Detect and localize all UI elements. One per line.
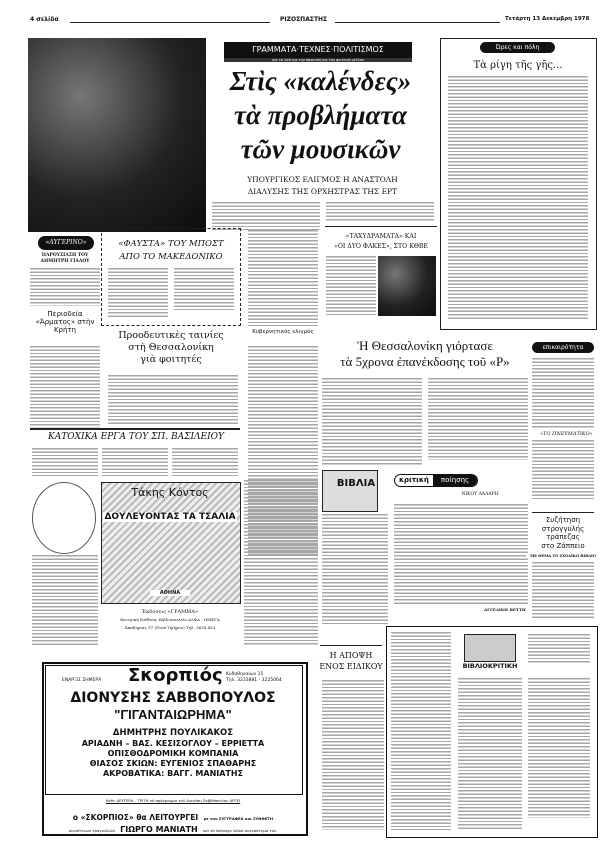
thessaloniki-headline: τὰ 5χρονα ἐπανέκδοσης τοῦ «Ρ» [340, 354, 510, 369]
page-number: 4 σελίδα [30, 16, 59, 23]
expert-body [322, 680, 384, 830]
open-book-icon [464, 634, 516, 662]
thessaloniki-body [428, 378, 528, 460]
zappeio-title: τράπεζας [546, 533, 580, 541]
column-body [448, 76, 588, 321]
section-tagline: για τα λαό·για την προκοπή·για ένα φωτεινό μέλλον [224, 58, 412, 62]
ad-venue-address: Κυδαθηναίων 15 [226, 672, 264, 677]
musicians-photo [28, 38, 206, 232]
bookreview-label: ΒΙΒΛΙΟΚΡΙΤΙΚΗ [462, 662, 518, 670]
divider [30, 428, 240, 430]
lead-body [212, 202, 320, 230]
poetry-body [394, 504, 528, 604]
ad-distribution: Κεντρική διάθεση: Βιβλιοπωλεῖο ΑΛΦΑ - ΩΜΕΓΑ [120, 617, 220, 622]
expert-title: Η ΑΠΟΨΗ [329, 651, 373, 660]
films-title: Προοδευτικὲς ταινίες [118, 330, 224, 341]
poetry-tag-right: ποίησης [433, 475, 477, 486]
ad-address: Ἀκαδημίας 57 (Στοά Ὁμήρου) Τηλ. 3638.433 [124, 625, 216, 630]
ad-footer: ο «ΣΚΟΡΠΙΟΣ» θα ΛΕΙΤΟΥΡΓΕΙ [72, 813, 199, 822]
tour-body [30, 346, 100, 428]
films-body [108, 375, 238, 425]
lead-headline-line: τῶν μουσικῶν [240, 134, 401, 164]
issue-date: Τετάρτη 13 Δεκέμβρη 1978 [505, 16, 590, 22]
bookreview-body [458, 678, 522, 830]
expert-title: ΕΝΟΣ ΕΙΔΙΚΟΥ [319, 662, 383, 671]
divider [335, 22, 500, 23]
epikairotita-item-title: «ΤΟ ΠΝΕΥΜΑΤΙΚΟ» [540, 431, 593, 437]
actress-photo [378, 256, 436, 316]
ad-opening: ΕΝΑΡΞΙΣ ΣΗΜΕΡΑ [62, 678, 102, 683]
middle-subtitle: Κυβερνητικός ελιγμός [252, 329, 314, 335]
ad-performer: ΟΠΙΣΘΟΔΡΟΜΙΚΗ ΚΟΜΠΑΝΙΑ [107, 749, 239, 758]
ad-venue-phone: Τηλ. 3233881 - 3225064 [226, 678, 282, 683]
ad-footer-note: Κάθε ΔΕΥΤΕΡΑ – ΤΡΙΤΗ τὸ πρόγραμμα τοῦ Διονύση Σαββόπουλου ΑΡΓΕΙ [105, 798, 241, 803]
books-label: ΒΙΒΛΙΑ [336, 478, 376, 489]
divider [325, 226, 437, 227]
thessaloniki-body [322, 378, 422, 466]
fausta-body [108, 268, 168, 318]
ad-headliner: ΔΙΟΝΥΣΗΣ ΣΑΒΒΟΠΟΥΛΟΣ [70, 690, 276, 706]
kthve-title: «ΟΙ ΔΥΟ ΦΑΚΕΣ», ΣΤΟ ΚΘΒΕ [334, 243, 428, 250]
bookreview-body [528, 678, 590, 818]
ad-footer: καὶ τὸ ὑπέροχο λαϊκό συγκρότημά του. [202, 828, 278, 833]
poetry-tag [394, 474, 478, 487]
lead-headline-line: Στὶς «καλένδες» [229, 66, 412, 96]
katochika-body [172, 448, 238, 476]
books-list [322, 514, 388, 624]
kthve-body [326, 256, 376, 316]
zappeio-title: στο Ζάππειο [541, 541, 585, 550]
katochika-body [102, 448, 168, 476]
katochika-title: ΚΑΤΟΧΙΚΑ ΕΡΓΑ ΤΟΥ ΣΠ. ΒΑΣΙΛΕΙΟΥ [48, 432, 224, 442]
ad-book-title: ΔΟΥΛΕΥΟΝΤΑΣ ΤΑ ΤΣΑΛΙΑ [104, 512, 236, 522]
ad-performer: ΑΚΡΟΒΑΤΙΚΑ: ΒΑΓΓ. ΜΑΝΙΑΤΗΣ [102, 769, 244, 778]
ad-performer: ΑΡΙΑΔΝΗ – ΒΑΣ. ΚΕΣΙΣΟΓΛΟΥ – ΕΡΡΙΕΤΤΑ [81, 739, 265, 748]
ad-show-title: "ΓΙΓΑΝΤΑΙΩΡΗΜΑ" [114, 707, 232, 722]
epikairotita-body [532, 358, 594, 428]
katochika-body [32, 448, 98, 476]
films-title: γιὰ φοιτητές [140, 354, 202, 365]
zappeio-body [532, 562, 594, 620]
book-ad-image [101, 482, 241, 604]
ad-performer: ΔΗΜΗΤΡΗΣ ΠΟΥΛΙΚΑΚΟΣ [112, 728, 234, 738]
poetry-tag-left: κριτική [399, 476, 429, 484]
ad-author: Τάκης Κόντος [131, 486, 209, 499]
zappeio-title: Συζήτηση [545, 516, 581, 524]
films-title: στὴ Θεσσαλονίκη [128, 342, 214, 353]
augerino-body [30, 268, 100, 306]
epikairotita-pill: επικαιρότητα [532, 342, 594, 353]
divider [70, 22, 270, 23]
column-title: Τὰ ρίγη τῆς γῆς... [473, 60, 563, 71]
ad-performer: ΘΙΑΣΟΣ ΣΚΙΩΝ: ΕΥΓΕΝΙΟΣ ΣΠΑΘΑΡΗΣ [89, 759, 257, 768]
zappeio-title: στρογγυλής [541, 524, 585, 533]
augerino-badge: «ΑΥΓΕΡΙΝΟ» [38, 236, 94, 250]
left-body [32, 555, 98, 645]
kthve-title: «ΤΑΧΥΔΡΑΜΑΤΑ» ΚΑΙ [345, 233, 417, 240]
fausta-body [174, 268, 234, 312]
bookreview-body [391, 632, 451, 830]
lead-body [326, 202, 434, 222]
middle-body [248, 230, 318, 326]
epikairotita-body [532, 440, 594, 500]
ad-publisher: Ἐκδόσεις «ΓΡΑΜΜΑ» [141, 609, 199, 615]
ad-venue: Σκορπιός [128, 665, 223, 686]
augerino-caption: ΠΑΡΟΥΣΙΑΣΗ ΤΟΥ ΔΗΜΗΤΡΗ ΓΙΑΛΟΥ [40, 253, 90, 264]
poetry-author: ΝΙΚΟΥ ΛΑΛΑΡΗ [461, 492, 499, 497]
books-graphic [322, 470, 378, 512]
newspaper-name: ΡΙΖΟΣΠΑΣΤΗΣ [280, 16, 328, 23]
column-pill: Ώρες και πόλη [480, 42, 555, 53]
divider [532, 512, 594, 513]
zappeio-subtitle: ΜΕ ΘΕΜΑ ΤΟ ΣΧΟΛΙΚΟ ΒΙΒΛΙΟ [526, 553, 600, 558]
lead-headline-line: τὰ προβλήματα [234, 100, 407, 130]
ad-footer-name: ΓΙΩΡΓΟ ΜΑΝΙΑΤΗ [120, 825, 198, 834]
ad-footer: με τον ΣΥΓΓΡΑΦΕΑ και ΣΥΝΘΕΤΗ [203, 816, 274, 821]
lead-subhead: ΥΠΟΥΡΓΙΚΟΣ ΕΛΙΓΜΟΣ Η ΑΝΑΣΤΟΛΗ [247, 175, 398, 184]
lead-subhead: ΔΙΑΛΥΣΗΣ ΤΗΣ ΟΡΧΗΣΤΡΑΣ ΤΗΣ ΕΡΤ [247, 187, 398, 196]
thessaloniki-headline: Ἡ Θεσσαλονίκη γιόρτασε [357, 338, 493, 353]
ad-footer: ρεμπέτικων τραγουδιών [68, 828, 116, 833]
section-banner: ΓΡΑΜΜΑΤΑ·ΤΕΧΝΕΣ·ΠΟΛΙΤΙΣΜΟΣ [224, 42, 412, 58]
middle-body [244, 480, 318, 645]
drawing-illustration [32, 482, 96, 554]
bookreview-book-info [528, 634, 590, 664]
ad-city: ΑΘΗΝΑ [150, 590, 190, 596]
poetry-signature: ΑΓΓΕΛΙΚΗ ΒΕΤΤΗ [484, 607, 526, 612]
fausta-title: ΑΠΟ ΤΟ ΜΑΚΕΔΟΝΙΚΟ [119, 252, 223, 262]
divider [320, 645, 382, 646]
tour-title: Περιοδεία «Άρματος» στὴν Κρήτη [35, 310, 95, 334]
fausta-title: «ΦΑΥΣΤΑ» ΤΟΥ ΜΠΟΣΤ [118, 239, 224, 249]
